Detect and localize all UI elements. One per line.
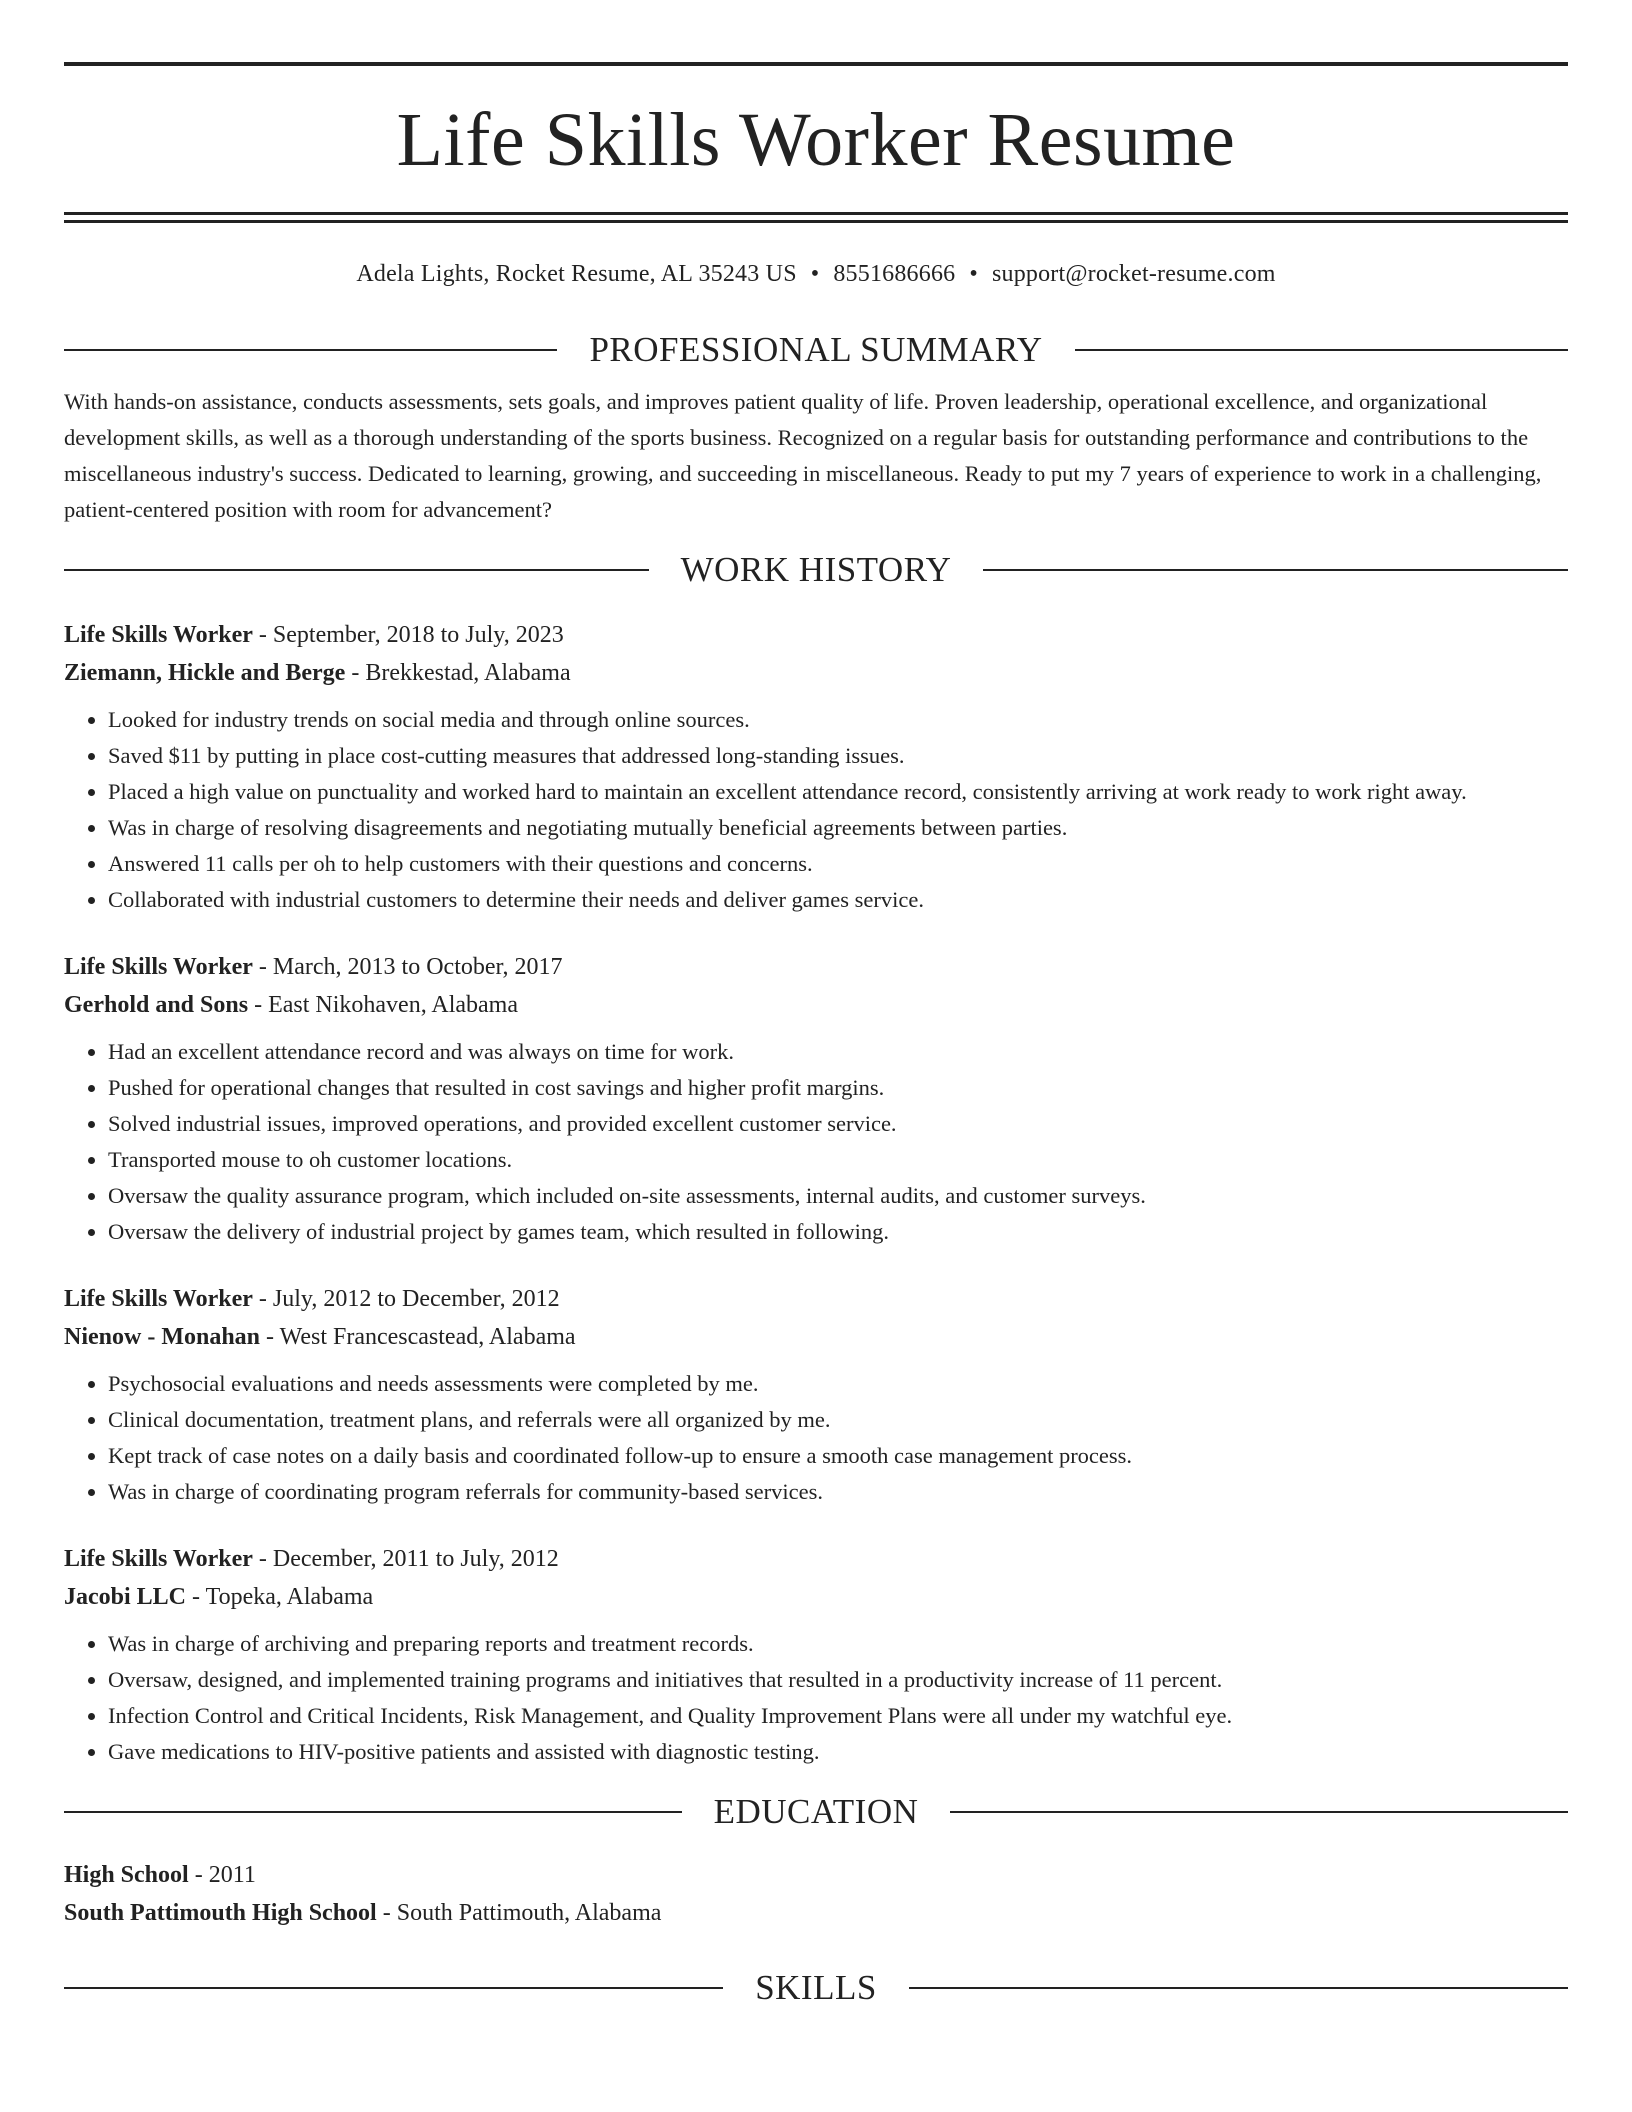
divider-line [64,349,557,351]
job-bullet: • Clinical documentation, treatment plans, and referrals were all organized by me. [108,1402,1568,1438]
contact-line [64,261,1568,288]
section-title-skills: SKILLS [755,1968,877,2007]
job-role: Life Skills Worker [64,1546,253,1572]
divider-line [909,1987,1568,1989]
job-role: Life Skills Worker [64,622,253,648]
job-bullet: • Placed a high value on punctuality and worked hard to maintain an excellent attendance record, consistently arriving at work ready to work right away. [108,774,1568,810]
job-location: Brekkestad, Alabama [365,660,571,686]
work-history-list [64,616,1568,1770]
job-dates: December, 2011 to July, 2012 [272,1546,559,1572]
job-bullet: • Looked for industry trends on social media and through online sources. [108,702,1568,738]
job-company-line: Ziemann, Hickle and Berge - Brekkestad, Alabama [64,660,571,686]
top-rule [64,62,1568,66]
job-bullet: • Answered 11 calls per oh to help customers with their questions and concerns. [108,846,1568,882]
job-title-line: Life Skills Worker - December, 2011 to July, 2012 [64,1546,559,1572]
education-year: 2011 [208,1862,256,1888]
job-company-line: Nienow - Monahan - West Francescastead, Alabama [64,1324,576,1350]
job-bullet: • Transported mouse to oh customer locations. [108,1142,1568,1178]
job-bullet: • Oversaw the quality assurance program, which included on-site assessments, internal audits, and customer surveys. [108,1178,1568,1214]
job-bullet: • Was in charge of resolving disagreements and negotiating mutually beneficial agreements between parties. [108,810,1568,846]
education-degree-line: High School - 2011 [64,1862,256,1888]
job-company: Nienow - Monahan [64,1324,261,1350]
job-bullet: • Psychosocial evaluations and needs assessments were completed by me. [108,1366,1568,1402]
education-school-line: South Pattimouth High School - South Pattimouth, Alabama [64,1900,662,1926]
job-title-line: Life Skills Worker - September, 2018 to July, 2023 [64,622,564,648]
title-double-rule [64,212,1568,223]
job-company-line: Gerhold and Sons - East Nikohaven, Alabama [64,992,519,1018]
section-header-summary [64,330,1568,370]
job-bullets [64,1366,1568,1510]
section-title-summary: PROFESSIONAL SUMMARY [589,330,1043,369]
resume-title: Life Skills Worker Resume [396,98,1236,182]
divider-line [950,1811,1568,1813]
job-location: East Nikohaven, Alabama [268,992,519,1018]
job-bullet: • Oversaw the delivery of industrial project by games team, which resulted in following. [108,1214,1568,1250]
job-role: Life Skills Worker [64,954,253,980]
contact-address: Adela Lights, Rocket Resume, AL 35243 US [356,261,797,287]
section-title-work: WORK HISTORY [680,550,952,589]
job-entry [64,1280,1568,1510]
job-title-line: Life Skills Worker - March, 2013 to October, 2017 [64,954,563,980]
job-company-line: Jacobi LLC - Topeka, Alabama [64,1584,374,1610]
job-bullet: • Infection Control and Critical Incidents, Risk Management, and Quality Improvement Plans were all under my watchful eye. [108,1698,1568,1734]
section-header-education [64,1792,1568,1832]
job-bullet: • Oversaw, designed, and implemented training programs and initiatives that resulted in a productivity increase of 11 percent. [108,1662,1568,1698]
job-bullet: • Pushed for operational changes that resulted in cost savings and higher profit margins. [108,1070,1568,1106]
contact-phone: 8551686666 [833,261,956,287]
section-header-work [64,550,1568,590]
job-role: Life Skills Worker [64,1286,253,1312]
job-location: West Francescastead, Alabama [279,1324,576,1350]
divider-line [64,1987,723,1989]
job-company: Ziemann, Hickle and Berge [64,660,346,686]
section-header-skills [64,1968,1568,2008]
job-dates: March, 2013 to October, 2017 [272,954,563,980]
job-entry [64,1540,1568,1770]
job-entry [64,616,1568,918]
section-title-education: EDUCATION [713,1792,919,1831]
education-degree: High School [64,1862,189,1888]
job-bullet: • Kept track of case notes on a daily basis and coordinated follow-up to ensure a smooth case management process. [108,1438,1568,1474]
education-school: South Pattimouth High School [64,1900,377,1926]
job-bullet: • Was in charge of coordinating program referrals for community-based services. [108,1474,1568,1510]
job-bullets [64,1034,1568,1250]
job-entry [64,948,1568,1250]
contact-email: support@rocket-resume.com [991,261,1276,287]
job-bullet: • Saved $11 by putting in place cost-cutting measures that addressed long-standing issues. [108,738,1568,774]
education-location: South Pattimouth, Alabama [396,1900,662,1926]
job-bullet: • Solved industrial issues, improved operations, and provided excellent customer service. [108,1106,1568,1142]
job-location: Topeka, Alabama [205,1584,374,1610]
contact-separator: • [969,261,978,287]
divider-line [1075,349,1568,351]
job-company: Gerhold and Sons [64,992,249,1018]
job-title-line: Life Skills Worker - July, 2012 to December, 2012 [64,1286,560,1312]
education-entry [64,1856,1568,1932]
job-bullet: • Collaborated with industrial customers to determine their needs and deliver games service. [108,882,1568,918]
job-dates: July, 2012 to December, 2012 [272,1286,560,1312]
job-bullets [64,1626,1568,1770]
divider-line [64,569,649,571]
job-bullets [64,702,1568,918]
summary-text: With hands-on assistance, conducts assessments, sets goals, and improves patient quality of life. Proven leadership, operational excellence, and organizational development skills, as well as a thorough understanding of the sports business. Recognized on a regular basis for outstanding performance and contributions to the miscellaneous industry's success. Dedicated to learning, growing, and succeeding in miscellaneous. Ready to put my 7 years of experience to work in a challenging, patient-centered position with room for advancement? [64,389,1542,522]
job-dates: September, 2018 to July, 2023 [272,622,564,648]
job-company: Jacobi LLC [64,1584,187,1610]
divider-line [983,569,1568,571]
divider-line [64,1811,682,1813]
job-bullet: • Was in charge of archiving and preparing reports and treatment records. [108,1626,1568,1662]
job-bullet: • Gave medications to HIV-positive patients and assisted with diagnostic testing. [108,1734,1568,1770]
job-bullet: • Had an excellent attendance record and was always on time for work. [108,1034,1568,1070]
contact-separator: • [810,261,820,287]
resume-page [64,0,1568,2008]
